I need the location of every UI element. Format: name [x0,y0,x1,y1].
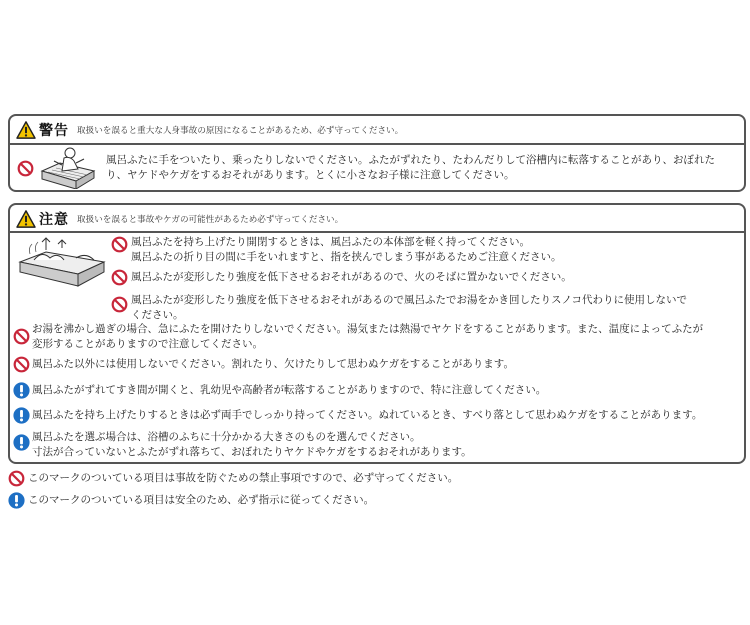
caution-item-text: 風呂ふた以外には使用しないでください。割れたり、欠けたりして思わぬケガをすることがあります。 [32,358,514,370]
prohibition-icon [8,470,25,487]
mandatory-icon [13,434,30,451]
caution-header [16,209,343,229]
caution-item-text: 風呂ふたが変形したり強度を低下させるおそれがあるので風呂ふたでお湯をかき回したりスノコ代わりに使用しないで ください。 [131,294,687,321]
caution-item-text: 風呂ふたを選ぶ場合は、浴槽のふちに十分かかる大きさのものを選んでください。 寸法が合っていないとふたがずれ落ちて、おぼれたりヤケドやケガをするおそれがあります。 [32,431,472,458]
caution-item-text: 風呂ふたを持ち上げたりするときは必ず両手でしっかり持ってください。ぬれているとき、すべり落として思わぬケガをすることがあります。 [32,409,703,421]
caution-item-text: お湯を沸かし過ぎの場合、急にふたを開けたりしないでください。湯気または熱湯でヤケドをすることがあります。また、温度によってふたが 変形することがありますので注意してください。 [32,323,704,350]
caution-triangle-icon [16,210,36,228]
prohibition-icon [111,296,128,313]
caution-subtitle: 取扱いを誤ると事故やケガの可能性があるため必ず守ってください。 [77,215,344,225]
caution-title: 注意 [39,212,69,228]
legend-mandatory-text: このマークのついている項目は安全のため、必ず指示に従ってください。 [28,494,375,506]
warning-item-text: 風呂ふたに手をついたり、乗ったりしないでください。ふたがずれたり、たわんだりして浴槽内に転落することがあり、おぼれた り、ヤケドやケガをするおそれがあります。とくに小さなお子様に注意してください。 [106,154,715,181]
legend-prohibition [8,470,458,487]
warning-header [16,120,403,140]
child-on-bath-lid-illustration [40,145,98,189]
bath-lid-heat-illustration [16,232,110,290]
prohibition-icon [13,328,30,345]
warning-subtitle: 取扱いを誤ると重大な人身事故の原因になることがあるため、必ず守ってください。 [77,126,404,136]
prohibition-icon [111,269,128,286]
caution-item-text: 風呂ふたがずれてすき間が開くと、乳幼児や高齢者が転落することがありますので、特に注意してください。 [32,384,547,396]
prohibition-icon [13,356,30,373]
warning-section [8,114,746,192]
legend-mandatory [8,492,374,509]
legend-prohibition-text: このマークのついている項目は事故を防ぐための禁止事項ですので、必ず守ってください。 [28,472,459,484]
caution-item-text: 風呂ふたを持ち上げたり開閉するときは、風呂ふたの本体部を軽く持ってください。 風呂ふたの折り目の間に手をいれますと、指を挟んでしまう事があるためご注意ください。 [131,236,562,263]
caution-item-text: 風呂ふたが変形したり強度を低下させるおそれがあるので、火のそばに置かないでください。 [131,271,572,283]
prohibition-icon [111,236,128,253]
warning-triangle-icon [16,121,36,139]
prohibition-icon [17,160,34,177]
caution-divider [10,231,744,233]
caution-section [8,203,746,464]
mandatory-icon [13,382,30,399]
warning-divider [10,143,744,145]
warning-title: 警告 [39,123,69,139]
mandatory-icon [13,407,30,424]
mandatory-icon [8,492,25,509]
